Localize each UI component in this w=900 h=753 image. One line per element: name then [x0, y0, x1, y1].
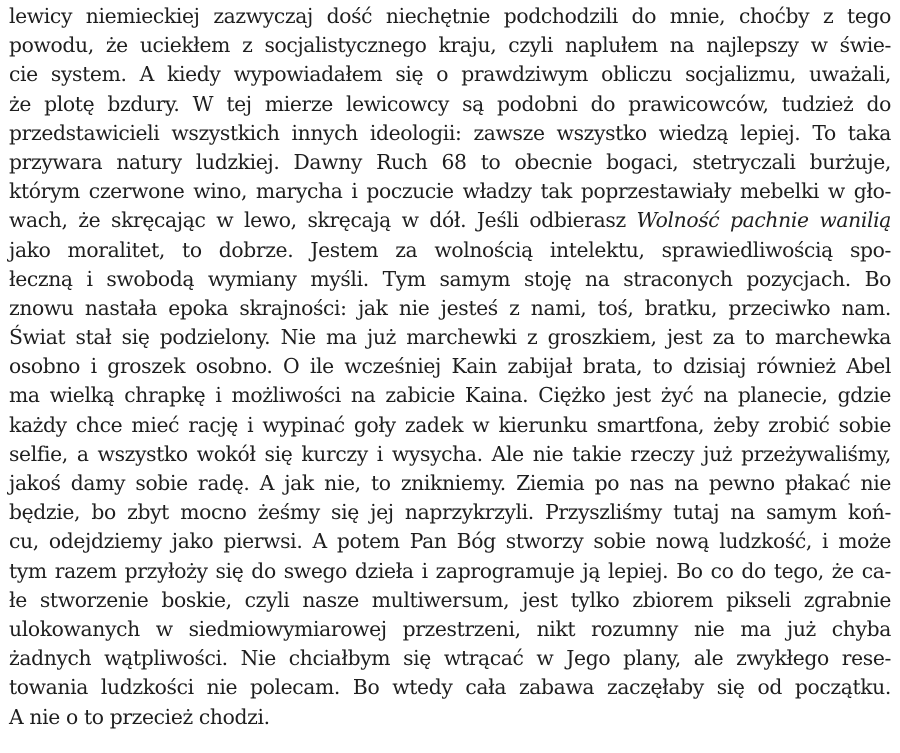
text-line: tym razem przyłoży się do swego dzieła i zaprogramuje ją lepiej. Bo co do tego, że ca-	[9, 558, 891, 583]
text-line: jako moralitet, to dobrze. Jestem za wolnością intelektu, sprawiedliwością spo-	[9, 237, 891, 262]
text-line: żadnych wątpliwości. Nie chciałbym się wtrącać w Jego plany, ale zwykłego rese-	[9, 646, 891, 671]
text-line: którym czerwone wino, marycha i poczucie władzy tak poprzestawiały mebelki w gło-	[9, 179, 891, 204]
text-line: Świat stał się podzielony. Nie ma już marchewki z groszkiem, jest za to marchewka	[9, 325, 891, 350]
text-line: cie system. A kiedy wypowiadałem się o prawdziwym obliczu socjalizmu, uważali,	[9, 62, 891, 87]
text-line: selfie, a wszystko wokół się kurczy i wysycha. Ale nie takie rzeczy już przeżywaliśmy,	[9, 441, 891, 466]
text-line: cu, odejdziemy jako pierwsi. A potem Pan Bóg stworzy sobie nową ludzkość, i może	[9, 529, 891, 554]
text-line: powodu, że uciekłem z socjalistycznego kraju, czyli naplułem na najlepszy w świe-	[9, 33, 891, 58]
text-line: jakoś damy sobie radę. A jak nie, to znikniemy. Ziemia po nas na pewno płakać nie	[9, 471, 891, 495]
text-line-last: A nie o to przecież chodzi.	[9, 704, 270, 729]
text-line-with-title	[9, 206, 891, 235]
text-line: każdy chce mieć rację i wypinać goły zadek w kierunku smartfona, żeby zrobić sobie	[9, 412, 891, 437]
book-title: Wolność pachnie wanilią	[636, 208, 891, 233]
text-line: przywara natury ludzkiej. Dawny Ruch 68 to obecnie bogaci, stetryczali burżuje,	[9, 149, 891, 174]
text-segment: wach, że skręcając w lewo, skręcają w dół. Jeśli odbierasz	[9, 208, 637, 233]
text-line: towania ludzkości nie polecam. Bo wtedy cała zabawa zaczęłaby się od początku.	[9, 675, 891, 700]
text-line: będzie, bo zbyt mocno żeśmy się jej naprzykrzyli. Przyszliśmy tutaj na samym koń-	[9, 500, 891, 525]
text-line: że plotę bzdury. W tej mierze lewicowcy są podobni do prawicowców, tudzież do	[9, 91, 891, 116]
text-line: łe stworzenie boskie, czyli nasze multiwersum, jest tylko zbiorem pikseli zgrabnie	[9, 587, 891, 612]
text-line: przedstawicieli wszystkich innych ideologii: zawsze wszystko wiedzą lepiej. To taka	[9, 120, 891, 145]
text-paragraph	[9, 2, 891, 732]
text-line: znowu nastała epoka skrajności: jak nie jesteś z nami, toś, bratku, przeciwko nam.	[9, 295, 891, 320]
text-line: łeczną i swobodą wymiany myśli. Tym samym stoję na straconych pozycjach. Bo	[9, 266, 891, 291]
text-line: ulokowanych w siedmiowymiarowej przestrzeni, nikt rozumny nie ma już chyba	[9, 616, 891, 641]
text-line: lewicy niemieckiej zazwyczaj dość niechętnie podchodzili do mnie, choćby z tego	[9, 4, 891, 28]
text-line: ma wielką chrapkę i możliwości na zabicie Kaina. Ciężko jest żyć na planecie, gdzie	[9, 383, 891, 408]
text-line: osobno i groszek osobno. O ile wcześniej Kain zabijał brata, to dzisiaj również Abel	[9, 354, 891, 379]
